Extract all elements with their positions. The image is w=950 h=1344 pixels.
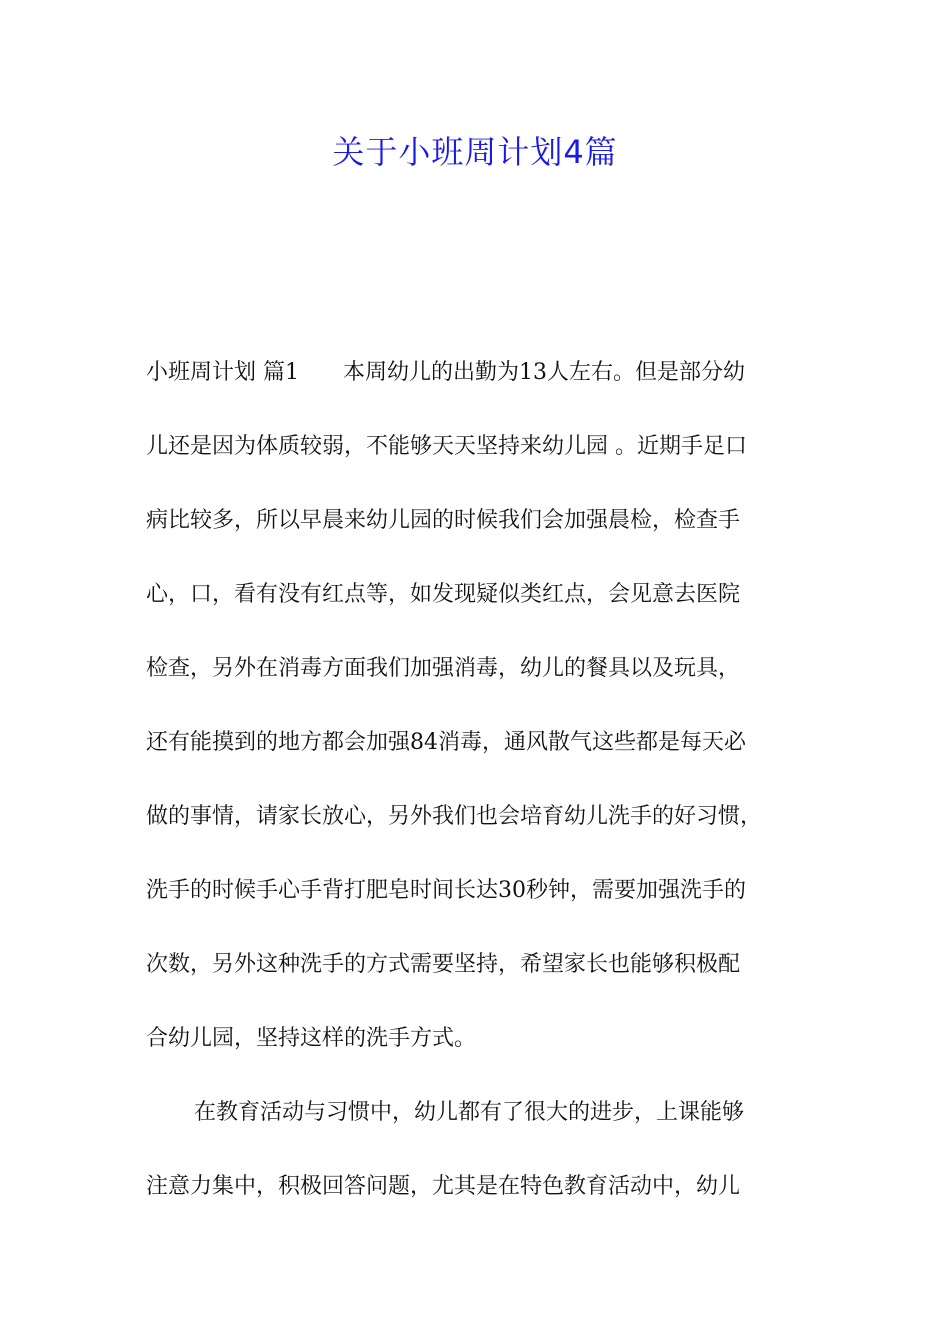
paragraph-line: 病比较多，所以早晨来幼儿园的时候我们会加强晨检，检查手: [146, 508, 741, 533]
paragraph-line: 洗手的时候手心手背打肥皂时间长达30秒钟，需要加强洗手的: [146, 878, 746, 903]
paragraph-line: 心，口，看有没有红点等，如发现疑似类红点，会见意去医院: [146, 582, 741, 607]
document-body: [146, 336, 826, 1224]
paragraph-line: 次数，另外这种洗手的方式需要坚持，希望家长也能够积极配: [146, 952, 741, 977]
paragraph-line-text: 本周幼儿的出勤为13人左右。但是部分幼: [343, 360, 745, 385]
document-title: 关于小班周计划4篇: [332, 133, 618, 171]
paragraph-line: 注意力集中，积极回答问题，尤其是在特色教育活动中，幼儿: [146, 1174, 741, 1199]
paragraph-line: 在教育活动与习惯中，幼儿都有了很大的进步，上课能够: [194, 1100, 745, 1125]
paragraph-line: 还有能摸到的地方都会加强84消毒，通风散气这些都是每天必: [146, 730, 746, 755]
paragraph-line: 合幼儿园，坚持这样的洗手方式。: [146, 1026, 477, 1051]
paragraph-line: 做的事情，请家长放心，另外我们也会培育幼儿洗手的好习惯，: [146, 804, 763, 829]
paragraph-1: [146, 336, 826, 1076]
paragraph-line: 检查，另外在消毒方面我们加强消毒，幼儿的餐具以及玩具，: [146, 656, 741, 681]
paragraph-line: [146, 336, 826, 410]
section-label: 小班周计划 篇1: [146, 360, 299, 385]
paragraph-line: 儿还是因为体质较弱，不能够天天坚持来幼儿园 。近期手足口: [146, 434, 747, 459]
paragraph-2: [146, 1076, 826, 1224]
